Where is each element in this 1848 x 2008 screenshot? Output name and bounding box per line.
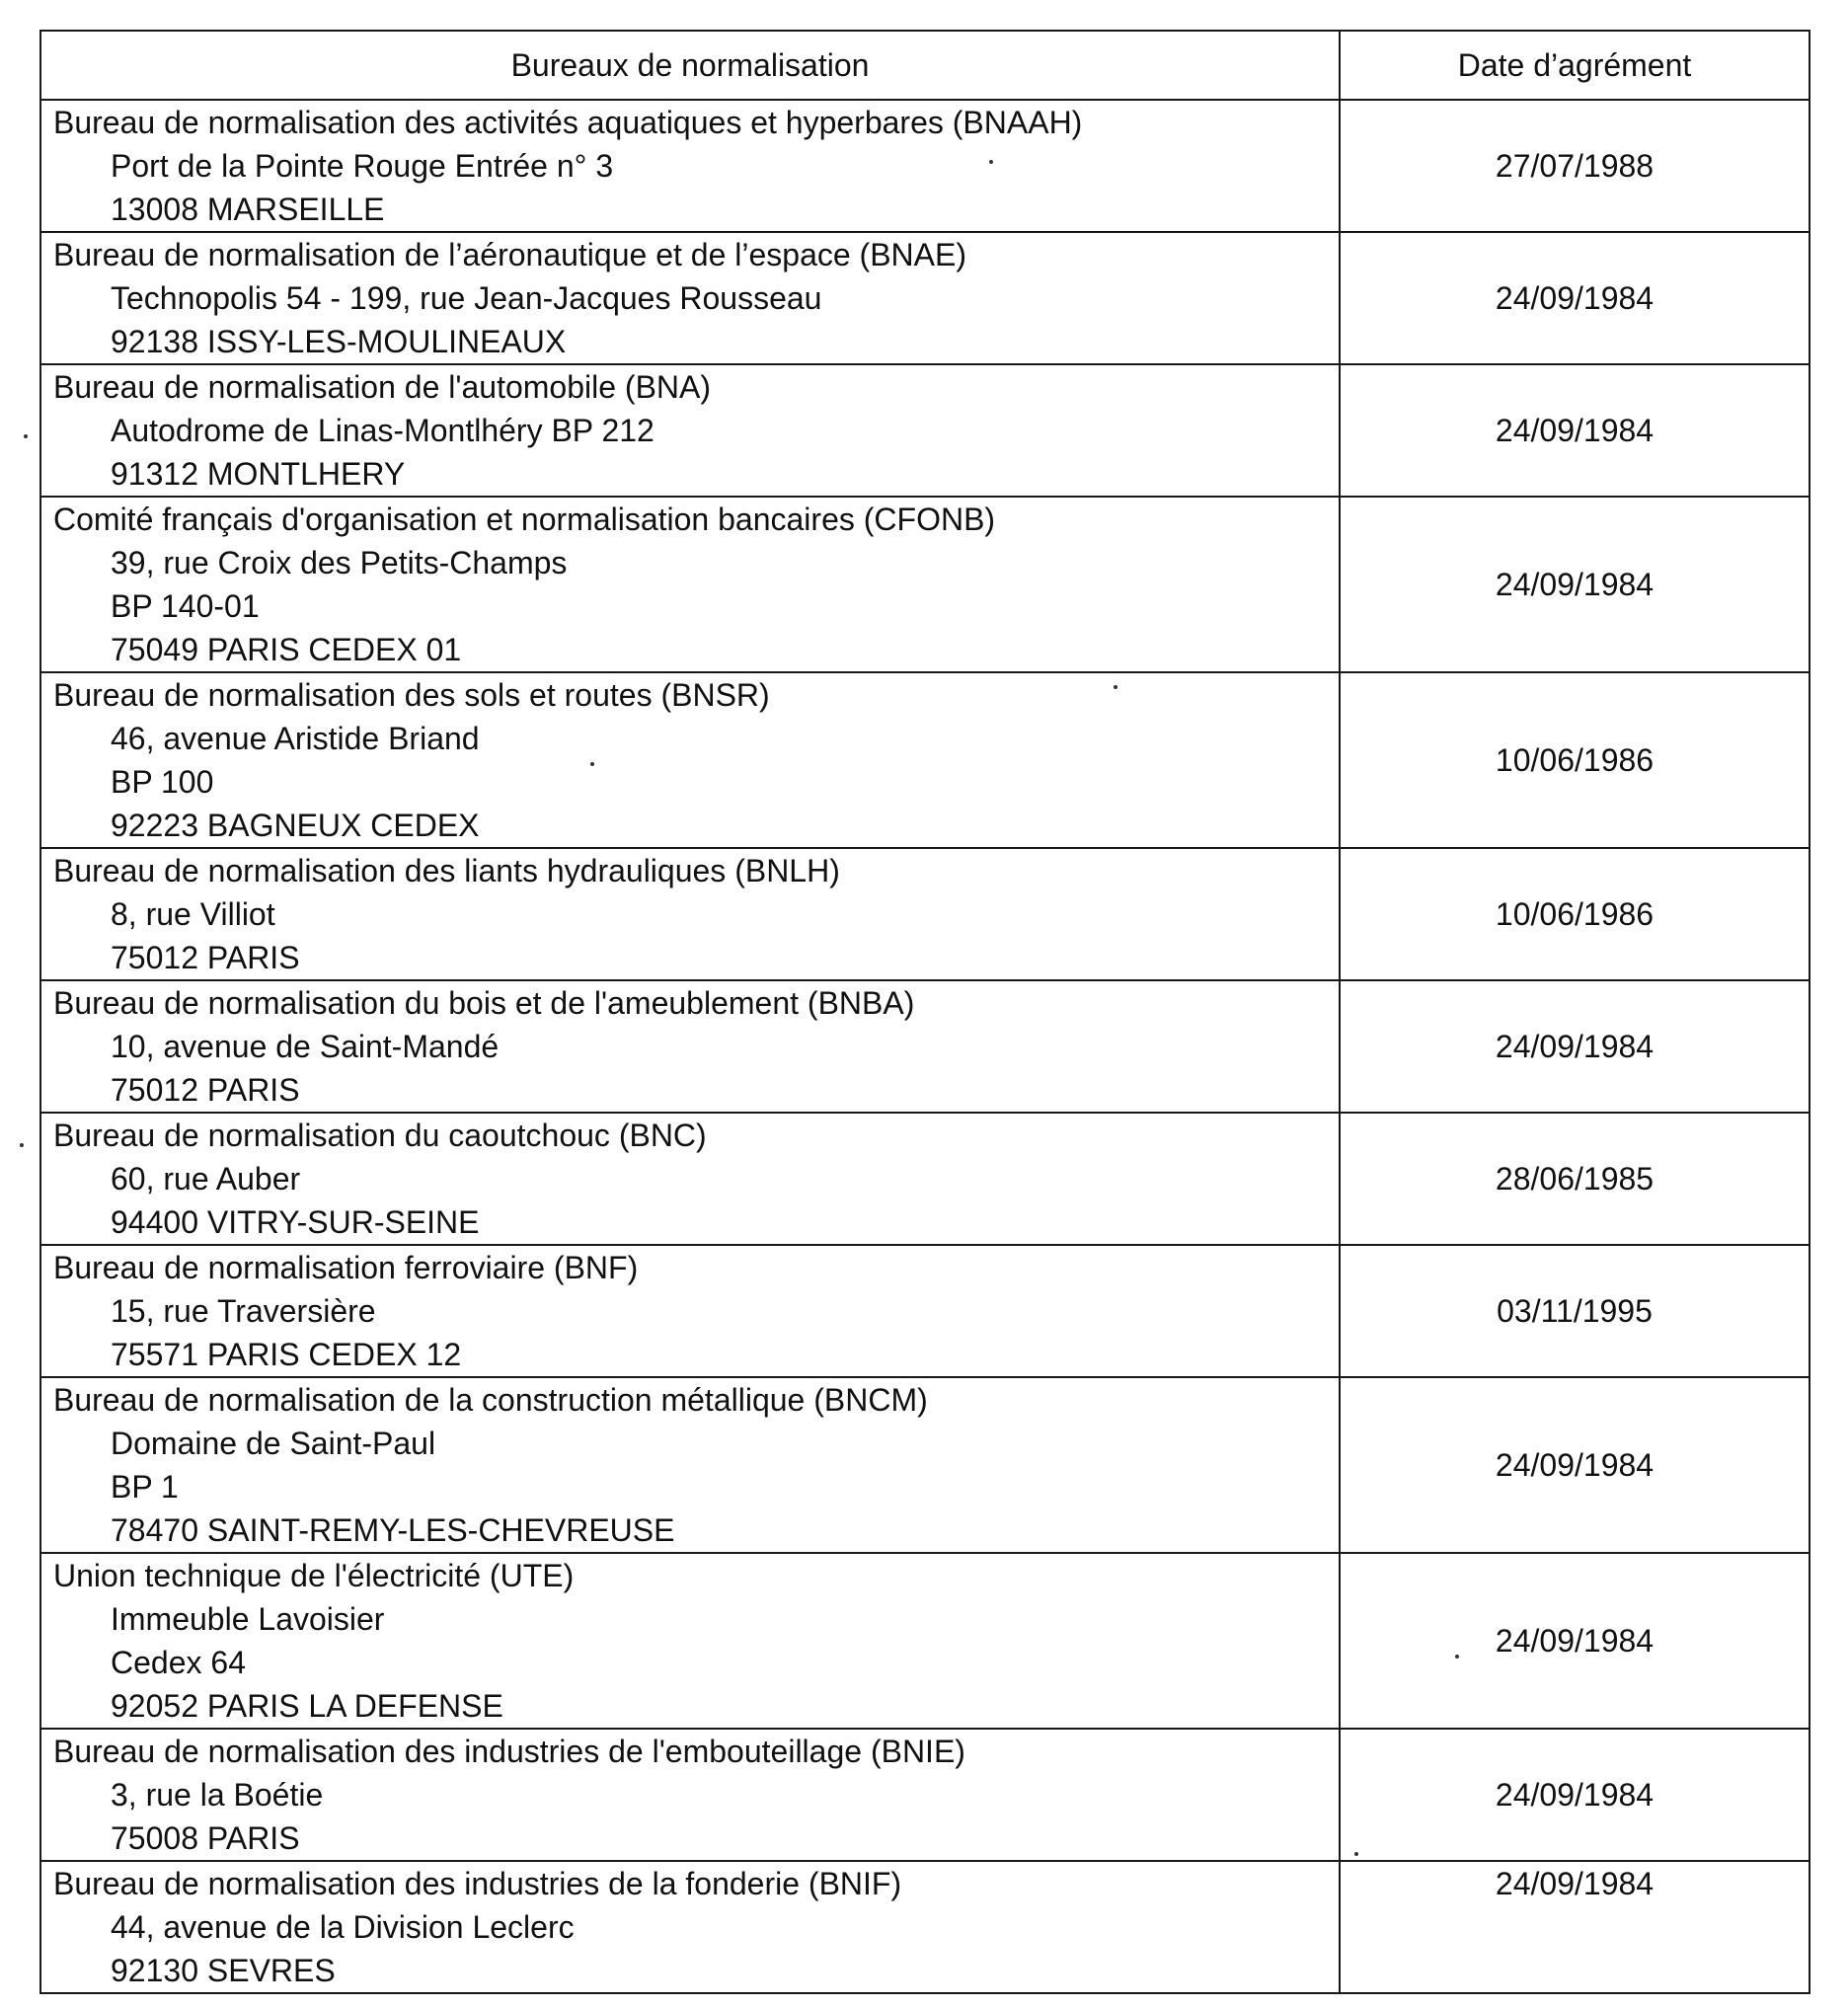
approval-date: 24/09/1984 xyxy=(1340,364,1810,497)
address-line: 91312 MONTLHERY xyxy=(111,456,406,492)
bureau-cell xyxy=(40,232,1340,364)
address-line: 8, rue Villiot xyxy=(111,896,275,932)
approval-date: 24/09/1984 xyxy=(1340,980,1810,1113)
approval-date: 24/09/1984 xyxy=(1340,1729,1810,1861)
address-line: 44, avenue de la Division Leclerc xyxy=(111,1909,575,1945)
address-line: 75571 PARIS CEDEX 12 xyxy=(111,1337,462,1372)
bureau-name: Bureau de normalisation de l’aéronautique et de l’espace (BNAE) xyxy=(53,237,966,272)
address-line: 92130 SEVRES xyxy=(111,1953,336,1988)
bureau-cell xyxy=(40,1861,1340,1993)
address-line: BP 1 xyxy=(111,1469,179,1505)
scan-speck xyxy=(1455,1655,1459,1659)
table-row xyxy=(40,100,1810,232)
table-row xyxy=(40,364,1810,497)
table-row xyxy=(40,1553,1810,1729)
address-line: 75012 PARIS xyxy=(111,940,300,975)
approval-date: 10/06/1986 xyxy=(1340,672,1810,848)
bureau-name: Bureau de normalisation des liants hydrauliques (BNLH) xyxy=(53,853,840,888)
approval-date: 28/06/1985 xyxy=(1340,1113,1810,1245)
address-line: 39, rue Croix des Petits-Champs xyxy=(111,545,568,580)
address-line: Domaine de Saint-Paul xyxy=(111,1426,436,1461)
scan-speck xyxy=(1114,685,1117,689)
address-line: 15, rue Traversière xyxy=(111,1293,376,1329)
address-line: 94400 VITRY-SUR-SEINE xyxy=(111,1204,480,1240)
address-line: 75049 PARIS CEDEX 01 xyxy=(111,632,462,667)
bureau-name: Bureau de normalisation des activités aquatiques et hyperbares (BNAAH) xyxy=(53,105,1083,140)
address-line: 92052 PARIS LA DEFENSE xyxy=(111,1688,503,1724)
approval-date: 24/09/1984 xyxy=(1340,497,1810,672)
scan-speck xyxy=(24,434,28,438)
scan-speck xyxy=(590,762,594,766)
approval-date: 03/11/1995 xyxy=(1340,1245,1810,1377)
header-date: Date d’agrément xyxy=(1340,31,1810,100)
address-line: Cedex 64 xyxy=(111,1645,246,1680)
address-line: 3, rue la Boétie xyxy=(111,1777,324,1813)
bureau-name: Bureau de normalisation du caoutchouc (BNC) xyxy=(53,1118,707,1153)
address-line: Port de la Pointe Rouge Entrée n° 3 xyxy=(111,148,614,184)
bureau-cell xyxy=(40,497,1340,672)
bureau-cell xyxy=(40,1729,1340,1861)
header-bureaux: Bureaux de normalisation xyxy=(40,31,1340,100)
scan-speck xyxy=(20,1143,24,1147)
bureau-cell xyxy=(40,364,1340,497)
table-row xyxy=(40,1245,1810,1377)
address-line: 78470 SAINT-REMY-LES-CHEVREUSE xyxy=(111,1512,675,1548)
address-line: Immeuble Lavoisier xyxy=(111,1601,385,1637)
approval-date: 24/09/1984 xyxy=(1340,1553,1810,1729)
address-line: 10, avenue de Saint-Mandé xyxy=(111,1029,500,1064)
table-row xyxy=(40,848,1810,980)
table-row xyxy=(40,497,1810,672)
table-row xyxy=(40,672,1810,848)
table-body xyxy=(40,100,1810,1993)
table-row xyxy=(40,232,1810,364)
table-row xyxy=(40,1113,1810,1245)
address-line: 75012 PARIS xyxy=(111,1072,300,1108)
table-header-row xyxy=(40,31,1810,100)
scan-speck xyxy=(989,160,993,164)
bureau-name: Bureau de normalisation des sols et routes (BNSR) xyxy=(53,677,770,713)
bureau-name: Comité français d'organisation et normalisation bancaires (CFONB) xyxy=(53,502,996,537)
address-line: 92138 ISSY-LES-MOULINEAUX xyxy=(111,324,567,359)
bureau-name: Bureau de normalisation de l'automobile (BNA) xyxy=(53,369,712,405)
bureau-name: Bureau de normalisation des industries de la fonderie (BNIF) xyxy=(53,1866,902,1901)
address-line: 46, avenue Aristide Briand xyxy=(111,721,480,756)
address-line: 60, rue Auber xyxy=(111,1161,301,1197)
bureau-cell xyxy=(40,672,1340,848)
approval-date: 24/09/1984 xyxy=(1340,1861,1810,1993)
scan-speck xyxy=(1354,1852,1358,1856)
bureau-name: Bureau de normalisation du bois et de l'ameublement (BNBA) xyxy=(53,985,915,1021)
address-line: BP 100 xyxy=(111,764,214,800)
approval-date: 24/09/1984 xyxy=(1340,232,1810,364)
bureau-name: Bureau de normalisation des industries de l'embouteillage (BNIE) xyxy=(53,1734,965,1769)
address-line: Technopolis 54 - 199, rue Jean-Jacques Rousseau xyxy=(111,280,822,316)
bureau-name: Bureau de normalisation ferroviaire (BNF) xyxy=(53,1250,639,1285)
bureau-name: Union technique de l'électricité (UTE) xyxy=(53,1558,575,1593)
address-line: BP 140-01 xyxy=(111,588,260,624)
table-row xyxy=(40,1729,1810,1861)
bureaux-table xyxy=(39,30,1810,1994)
address-line: 13008 MARSEILLE xyxy=(111,192,385,227)
bureau-cell xyxy=(40,1553,1340,1729)
approval-date: 24/09/1984 xyxy=(1340,1377,1810,1553)
bureau-name: Bureau de normalisation de la construction métallique (BNCM) xyxy=(53,1382,928,1418)
address-line: 92223 BAGNEUX CEDEX xyxy=(111,808,480,843)
address-line: Autodrome de Linas-Montlhéry BP 212 xyxy=(111,413,654,448)
bureau-cell xyxy=(40,848,1340,980)
bureau-cell xyxy=(40,1245,1340,1377)
table-row xyxy=(40,1861,1810,1993)
table-row xyxy=(40,980,1810,1113)
bureau-cell xyxy=(40,1113,1340,1245)
bureau-cell xyxy=(40,100,1340,232)
approval-date: 27/07/1988 xyxy=(1340,100,1810,232)
table-row xyxy=(40,1377,1810,1553)
bureau-cell xyxy=(40,1377,1340,1553)
bureau-cell xyxy=(40,980,1340,1113)
approval-date: 10/06/1986 xyxy=(1340,848,1810,980)
address-line: 75008 PARIS xyxy=(111,1820,300,1856)
